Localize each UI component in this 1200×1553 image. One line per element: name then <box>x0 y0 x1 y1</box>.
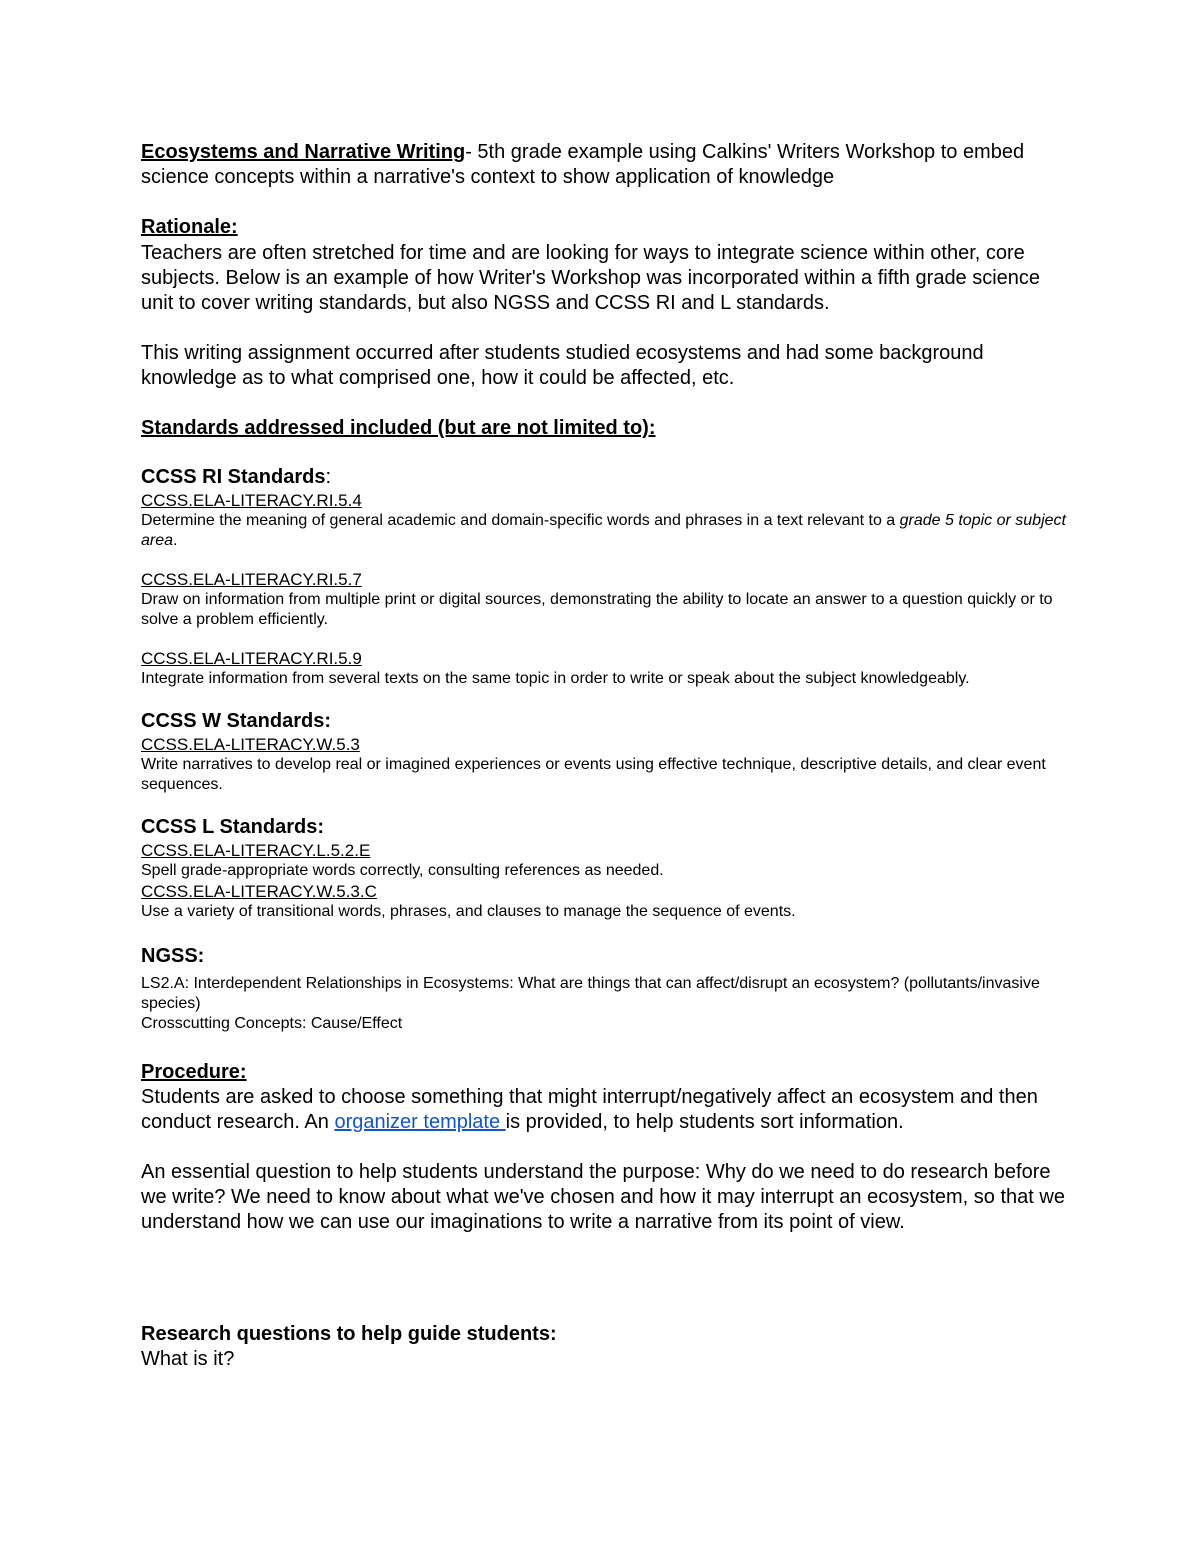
document-page <box>141 140 1071 1372</box>
l-standards-heading: CCSS L Standards: <box>141 816 324 838</box>
rationale-paragraph-1: Teachers are often stretched for time and are looking for ways to integrate science within other, core subjects. Below is an example of how Writer's Workshop was incorporated within a fifth grade science unit to cover writing standards, but also NGSS and CCSS RI and L standards. <box>141 242 1041 314</box>
ngss-heading: NGSS: <box>141 945 205 967</box>
ngss-line-2: Crosscutting Concepts: Cause/Effect <box>141 1015 403 1032</box>
research-question-1: What is it? <box>141 1348 235 1370</box>
standard-text-ri-5-4: Determine the meaning of general academic and domain-specific words and phrases in a text relevant to a grade 5 topic or subject area. <box>141 512 1066 549</box>
ngss-line-1: LS2.A: Interdependent Relationships in Ecosystems: What are things that can affect/disrupt an ecosystem? (pollutants/invasive species) <box>141 975 1040 1012</box>
ri-standards-heading: CCSS RI Standards: <box>141 466 332 488</box>
standard-text-l-5-2-e: Spell grade-appropriate words correctly, consulting references as needed. <box>141 862 664 879</box>
rationale-paragraph-2: This writing assignment occurred after students studied ecosystems and had some background knowledge as to what comprised one, how it could be affected, etc. <box>141 342 984 389</box>
standard-code-ri-5-7: CCSS.ELA-LITERACY.RI.5.7 <box>141 570 362 589</box>
standard-text-ri-5-9: Integrate information from several texts on the same topic in order to write or speak about the subject knowledgeably. <box>141 670 970 687</box>
standard-text-w-5-3: Write narratives to develop real or imagined experiences or events using effective technique, descriptive details, and clear event sequences. <box>141 756 1046 793</box>
procedure-paragraph-2: An essential question to help students understand the purpose: Why do we need to do research before we write? We need to know about what we've chosen and how it may interrupt an ecosystem, so that we understand how we can use our imaginations to write a narrative from its point of view. <box>141 1161 1065 1233</box>
standard-code-w-5-3: CCSS.ELA-LITERACY.W.5.3 <box>141 735 360 754</box>
title-description: - 5th grade example using Calkins' Writers Workshop to embed science concepts within a narrative's context to show application of knowledge <box>141 141 1025 188</box>
standards-heading: Standards addressed included (but are not limited to): <box>141 417 656 439</box>
research-questions-heading: Research questions to help guide students: <box>141 1323 557 1345</box>
standard-code-ri-5-9: CCSS.ELA-LITERACY.RI.5.9 <box>141 649 362 668</box>
document-title <box>141 140 1071 190</box>
organizer-template-link[interactable]: organizer template <box>334 1111 506 1133</box>
standard-text-w-5-3-c: Use a variety of transitional words, phrases, and clauses to manage the sequence of events. <box>141 903 796 920</box>
standard-code-l-5-2-e: CCSS.ELA-LITERACY.L.5.2.E <box>141 841 371 860</box>
standard-text-ri-5-7: Draw on information from multiple print or digital sources, demonstrating the ability to locate an answer to a question quickly or to solve a problem efficiently. <box>141 591 1053 628</box>
procedure-paragraph-1: Students are asked to choose something that might interrupt/negatively affect an ecosystem and then conduct research. An organizer template is provided, to help students sort information. <box>141 1086 1038 1133</box>
standard-code-ri-5-4: CCSS.ELA-LITERACY.RI.5.4 <box>141 491 362 510</box>
rationale-heading: Rationale: <box>141 216 238 238</box>
procedure-heading: Procedure: <box>141 1061 247 1083</box>
title-heading: Ecosystems and Narrative Writing <box>141 141 466 163</box>
w-standards-heading: CCSS W Standards: <box>141 710 332 732</box>
standard-code-w-5-3-c: CCSS.ELA-LITERACY.W.5.3.C <box>141 882 377 901</box>
